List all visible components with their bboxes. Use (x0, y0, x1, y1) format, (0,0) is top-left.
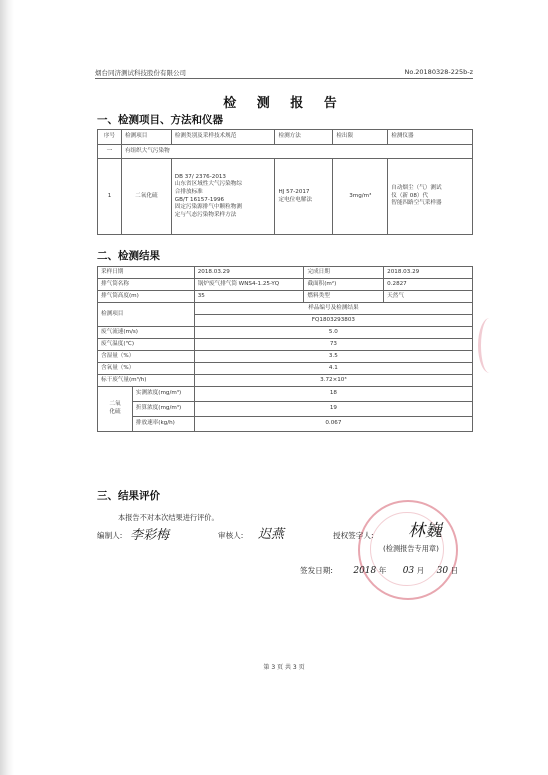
param-label: 废气流速(m/s) (98, 327, 195, 339)
issue-month-suffix: 月 (416, 566, 425, 575)
table-row (98, 303, 473, 315)
table-row (98, 279, 473, 291)
so2-param-value: 18 (194, 387, 472, 402)
reviewer-label: 审核人: (218, 531, 244, 540)
table-row (98, 339, 473, 351)
methods-header-row (98, 130, 473, 145)
issue-day: 30 (436, 566, 449, 576)
row-no: 1 (98, 159, 122, 235)
so2-param-label: 折算浓度(mg/m³) (132, 402, 194, 417)
table-row (98, 402, 473, 417)
method-line: HJ 57-2017 (278, 188, 310, 195)
table-row (98, 417, 473, 432)
page-footer: 第 3 页 共 3 页 (263, 664, 305, 671)
group-no: 一 (98, 145, 122, 159)
label-cell: 燃料类型 (304, 291, 384, 303)
issue-year: 2018 (353, 566, 377, 576)
section2-heading: 二、检测结果 (97, 250, 160, 262)
report-number: No.20180328-225b-z (404, 68, 473, 76)
col-item: 检测项目 (121, 130, 171, 145)
param-value: 3.5 (194, 351, 472, 363)
col-instrument: 检测仪器 (388, 130, 473, 145)
page-header (95, 66, 473, 79)
param-label: 标干废气量(m³/h) (98, 375, 195, 387)
so2-label-line: 二氧 (109, 401, 121, 408)
param-value: 73 (194, 339, 472, 351)
issue-date (300, 565, 458, 576)
so2-label (98, 387, 133, 432)
table-row (98, 159, 473, 235)
row-method (275, 159, 333, 235)
col-limit: 检出限 (333, 130, 388, 145)
so2-param-label: 排放速率(kg/h) (132, 417, 194, 432)
std-line: 山东省区域性大气污染物综 (174, 181, 242, 188)
std-line: GB/T 16157-1996 (174, 196, 225, 203)
row-standards (171, 159, 275, 235)
std-line: 合排放标准 (174, 188, 203, 195)
col-standard: 检测类别及采样技术规范 (171, 130, 275, 145)
issue-year-suffix: 年 (378, 566, 387, 575)
group-row (98, 145, 473, 159)
label-cell: 截面积(m²) (304, 279, 384, 291)
table-row (98, 291, 473, 303)
table-row (98, 387, 473, 402)
instrument-line: 自动烟尘（气）测试 (391, 185, 442, 192)
instrument-line: 智能四路空气采样器 (391, 200, 442, 207)
param-value: 4.1 (194, 363, 472, 375)
section3-heading: 三、结果评价 (97, 490, 160, 502)
table-row (98, 267, 473, 279)
row-limit: 3mg/m³ (333, 159, 388, 235)
reviewer-signature: 迟燕 (258, 527, 285, 542)
edge-stamp-mark (478, 318, 501, 373)
signer-signature: 林巍 (408, 521, 442, 541)
so2-param-value: 19 (194, 402, 472, 417)
issue-label: 签发日期: (300, 566, 333, 575)
report-title: 检 测 报 告 (223, 96, 345, 111)
std-line: 定与气态污染物采样方法 (174, 211, 237, 218)
evaluation-text: 本报告不对本次结果进行评价。 (118, 513, 219, 522)
value-cell: 2018.03.29 (194, 267, 304, 279)
std-line: 固定污染源排气中颗粒物测 (174, 204, 242, 211)
param-label: 含氧量（%） (98, 363, 195, 375)
so2-label-line: 化硫 (109, 409, 121, 415)
col-no: 序号 (98, 130, 122, 145)
table-row (98, 327, 473, 339)
param-value: 3.72×10³ (194, 375, 472, 387)
signer-label: 授权签字人: (333, 531, 374, 540)
label-cell: 完成日期 (304, 267, 384, 279)
value-cell: 0.2827 (384, 279, 473, 291)
param-label: 废气温度(℃) (98, 339, 195, 351)
row-instrument (388, 159, 473, 235)
sample-header: 样品编号及检测结果 (194, 303, 472, 315)
group-label: 有组织大气污染物 (121, 145, 472, 159)
param-label: 含湿量（%） (98, 351, 195, 363)
method-line: 定电位电解法 (278, 196, 313, 203)
methods-table (97, 129, 473, 235)
issue-month: 03 (402, 566, 415, 576)
value-cell: 2018.03.29 (384, 267, 473, 279)
value-cell: 天然气 (384, 291, 473, 303)
table-row (98, 351, 473, 363)
param-value: 5.0 (194, 327, 472, 339)
value-cell: 35 (194, 291, 304, 303)
compiler-signature: 李彩梅 (130, 528, 170, 543)
issue-day-suffix: 日 (450, 566, 459, 575)
stamp-note: (检测报告专用章) (383, 544, 439, 553)
so2-param-value: 0.067 (194, 417, 472, 432)
so2-param-label: 实测浓度(mg/m³) (132, 387, 194, 402)
compiler-label: 编制人: (97, 531, 123, 540)
table-row (98, 363, 473, 375)
company-name: 烟台同济测试科技股份有限公司 (95, 69, 186, 77)
label-cell: 排气筒名称 (98, 279, 195, 291)
instrument-line: 仪（新 08）代 (391, 192, 429, 199)
value-cell: 锅炉废气排气筒 WNS4-1.25-YQ (194, 279, 304, 291)
col-method: 检测方法 (275, 130, 333, 145)
section1-heading: 一、检测项目、方法和仪器 (97, 114, 223, 126)
label-cell: 排气筒高度(m) (98, 291, 195, 303)
table-row (98, 375, 473, 387)
results-table (97, 266, 473, 432)
row-item: 二氧化硫 (121, 159, 171, 235)
std-line: DB 37/ 2376-2013 (174, 173, 226, 180)
scan-shadow (0, 0, 14, 775)
label-cell: 采样日期 (98, 267, 195, 279)
item-label: 检测项目 (98, 303, 195, 327)
sample-number: FQ1803293803 (194, 315, 472, 327)
